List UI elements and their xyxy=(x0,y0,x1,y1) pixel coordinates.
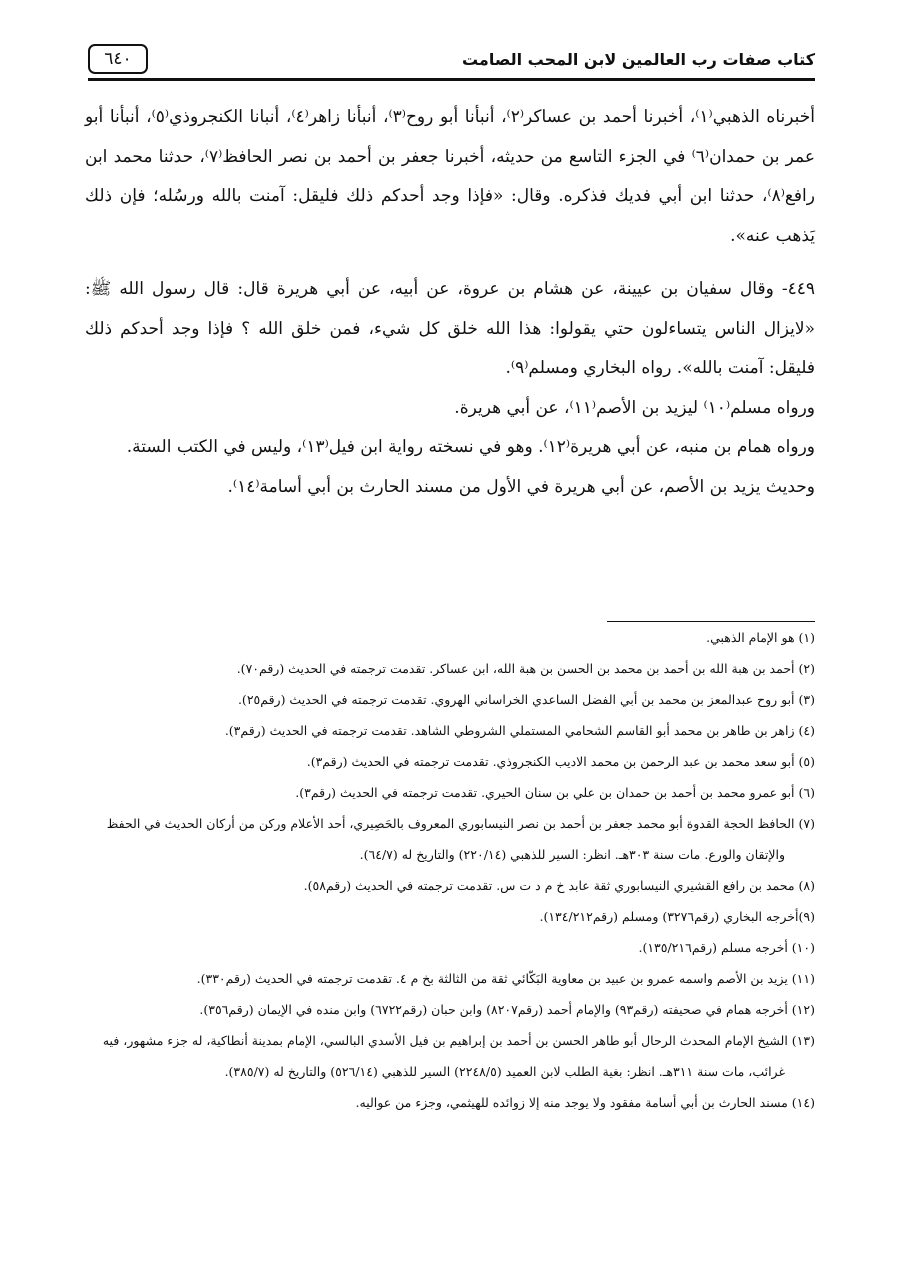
footnote-3: (٣) أبو روح عبدالمعز بن محمد بن أبي الفضل الساعدي الخراساني الهروي. تقدمت ترجمته في الحديث (رقم٢٥). xyxy=(237,692,815,707)
footnote-separator xyxy=(607,621,815,622)
footnote-12: (١٢) أخرجه همام في صحيفته (رقم٩٣) والإمام أحمد (رقم٨٢٠٧) وابن حبان (رقم٦٧٢٢) وابن منده في الإيمان (رقم٣٥٦). xyxy=(199,1002,815,1017)
footnote-11: (١١) يزيد بن الأصم واسمه عمرو بن عبيد بن معاوية البَكَّائي ثقة من الثالثة بخ م ٤. تقدمت ترجمته في الحديث (رقم٣٣٠). xyxy=(196,971,815,986)
paragraph-yazid: وحديث يزيد بن الأصم، عن أبي هريرة في الأول من مسند الحارث بن أبي أسامة⁽١٤⁾. xyxy=(227,476,815,497)
footnote-6: (٦) أبو عمرو محمد بن أحمد بن حمدان بن علي بن سنان الحيري. تقدمت ترجمته في الحديث (رقم٣). xyxy=(295,785,815,800)
footnote-4: (٤) زاهر بن طاهر بن محمد أبو القاسم الشحامي المستملي الشروطي الشاهد. تقدمت ترجمته في الحديث (رقم٣). xyxy=(224,723,815,738)
book-title: كتاب صفات رب العالمين لابن المحب الصامت xyxy=(461,50,815,69)
main-text xyxy=(85,98,815,507)
footnote-7: (٧) الحافظ الحجة القدوة أبو محمد جعفر بن أحمد بن نصر النيسابوري المعروف بالحَصِيري، أحد الأعلام وركن من أركان الحديث في الحفظ xyxy=(106,816,815,831)
footnote-9: (٩)أخرجه البخاري (رقم٣٢٧٦) ومسلم (رقم١٣٤/٢١٢). xyxy=(539,909,815,924)
paragraph-hadith-449: ٤٤٩- وقال سفيان بن عيينة، عن هشام بن عروة، عن أبيه، عن أبي هريرة قال: قال رسول الله ﷺ: «لايزال الناس يتساءلون حتي يقولوا: هذا الله خلق كل شيء، فمن خلق الله ؟ فإذا وجد أحدكم ذلك فليقل: آمنت بالله». رواه البخاري ومسلم⁽٩⁾. xyxy=(85,279,815,378)
footnotes xyxy=(85,629,815,1125)
page-header xyxy=(88,44,815,78)
header-rule xyxy=(88,78,815,81)
footnote-13-continued: غرائب، مات سنة ٣١١هـ. انظر: بغية الطلب لابن العميد (٢٢٤٨/٥) السير للذهبي (٥٢٦/١٤) والتاريخ له (٣٨٥/٧). xyxy=(224,1064,785,1079)
page-number: ٦٤٠ xyxy=(88,44,148,74)
footnote-7-continued: والإتقان والورع. مات سنة ٣٠٣هـ. انظر: السير للذهبي (٢٢٠/١٤) والتاريخ له (٦٤/٧). xyxy=(359,847,785,862)
paragraph-hammam: ورواه همام بن منبه، عن أبي هريرة⁽١٢⁾. وهو في نسخته رواية ابن فيل⁽١٣⁾، وليس في الكتب الستة. xyxy=(126,437,815,457)
footnote-1: (١) هو الإمام الذهبي. xyxy=(706,630,815,645)
paragraph-muslim: ورواه مسلم⁽١٠⁾ ليزيد بن الأصم⁽١١⁾، عن أبي هريرة. xyxy=(454,397,815,418)
paragraph-chain: أخبرناه الذهبي⁽١⁾، أخبرنا أحمد بن عساكر⁽٢⁾، أنبأنا أبو روح⁽٣⁾، أنبأنا زاهر⁽٤⁾، أنبانا الكنجروذي⁽٥⁾، أنبأنا أبو عمر بن حمدان⁽٦⁾ في الجزء التاسع من حديثه، أخبرنا جعفر بن أحمد بن نصر الحافظ⁽٧⁾، حدثنا محمد ابن رافع⁽٨⁾، حدثنا ابن أبي فديك فذكره. وقال: «فإذا وجد أحدكم ذلك فليقل: آمنت بالله ورسُله؛ فإن ذلك يَذهب عنه». xyxy=(85,107,815,246)
footnote-2: (٢) أحمد بن هبة الله بن أحمد بن محمد بن الحسن بن هبة الله، ابن عساكر. تقدمت ترجمته في الحديث (رقم٧٠). xyxy=(236,661,815,676)
footnote-13: (١٣) الشيخ الإمام المحدث الرحال أبو طاهر الحسن بن أحمد بن إبراهيم بن فيل الأسدي البالسي، الإمام بمدينة أنطاكية، له جزء مشهور، فيه xyxy=(102,1033,815,1048)
footnote-8: (٨) محمد بن رافع القشيري النيسابوري ثقة عابد خ م د ت س. تقدمت ترجمته في الحديث (رقم٥٨). xyxy=(303,878,815,893)
footnote-14: (١٤) مسند الحارث بن أبي أسامة مفقود ولا يوجد منه إلا زوائده للهيثمي، وجزء من عواليه. xyxy=(355,1095,815,1110)
footnote-10: (١٠) أخرجه مسلم (رقم١٣٥/٢١٦). xyxy=(638,940,815,955)
footnote-5: (٥) أبو سعد محمد بن عبد الرحمن بن محمد الاديب الكنجروذي. تقدمت ترجمته في الحديث (رقم٣). xyxy=(306,754,815,769)
